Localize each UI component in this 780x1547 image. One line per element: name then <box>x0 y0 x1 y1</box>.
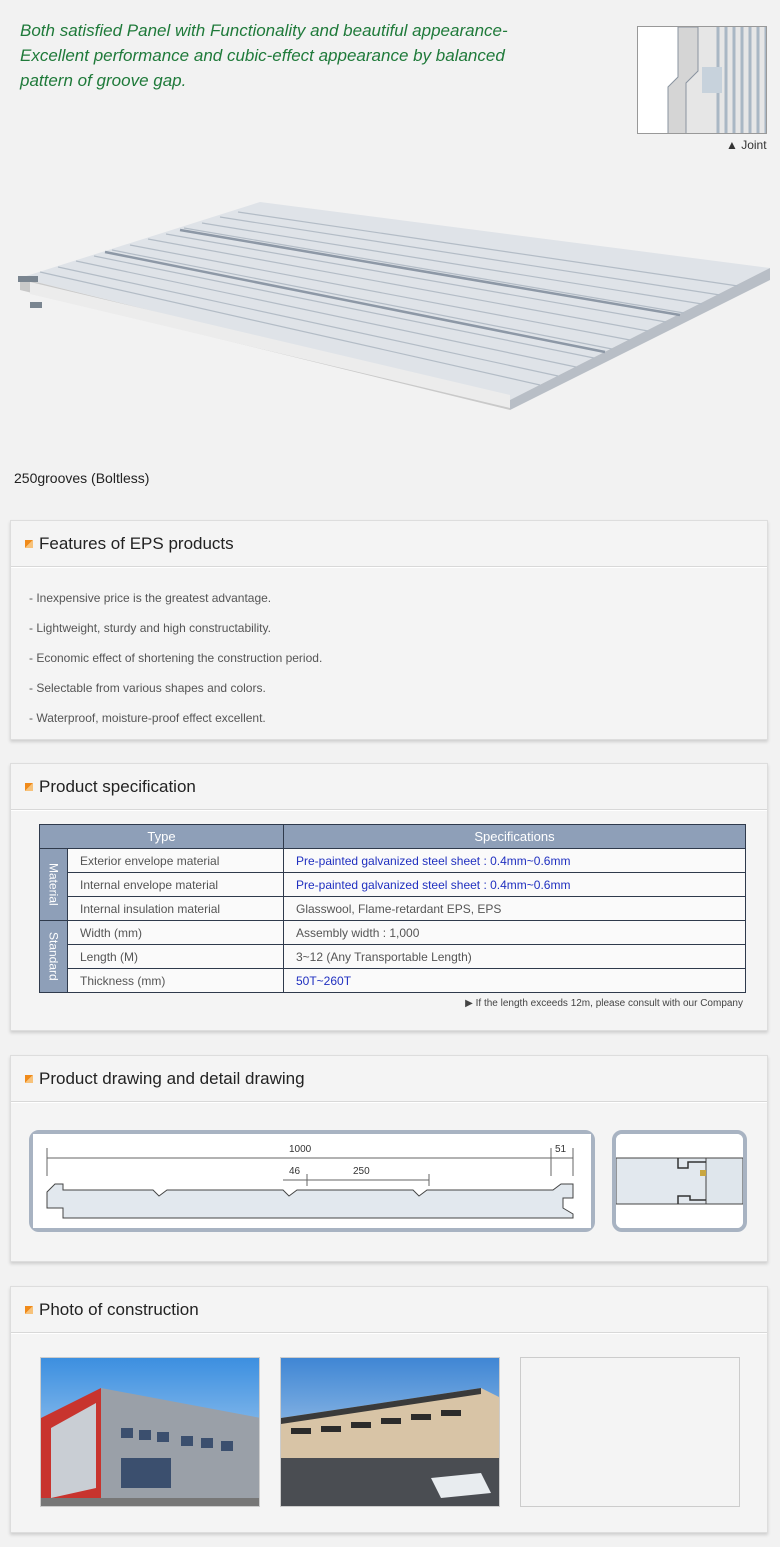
table-row <box>40 873 746 897</box>
features-title: Features of EPS products <box>39 533 234 553</box>
spec-table <box>39 824 746 993</box>
type-cell: Length (M) <box>68 945 284 969</box>
intro-line-1: Both satisfied Panel with Functionality and beautiful appearance- <box>20 21 508 40</box>
bullet-square-icon <box>25 1306 33 1314</box>
detail-drawing <box>612 1130 747 1232</box>
spec-title: Product specification <box>39 776 196 796</box>
product-drawing <box>29 1130 595 1232</box>
group-standard: Standard <box>40 921 68 993</box>
table-row <box>40 969 746 993</box>
bullet-square-icon <box>25 783 33 791</box>
spec-header <box>11 764 767 810</box>
dim-pitch: 250 <box>353 1166 370 1177</box>
joint-image <box>637 26 767 134</box>
dim-start: 46 <box>289 1166 301 1177</box>
joint-caption-text: Joint <box>741 138 767 152</box>
photos-title: Photo of construction <box>39 1299 199 1319</box>
type-cell: Internal insulation material <box>68 897 284 921</box>
features-list <box>11 567 767 739</box>
drawing-title: Product drawing and detail drawing <box>39 1068 305 1088</box>
table-row <box>40 921 746 945</box>
joint-caption: ▲ Joint <box>726 138 767 152</box>
panel-hero-image <box>10 190 770 420</box>
construction-photo-1 <box>40 1357 260 1507</box>
type-cell: Exterior envelope material <box>68 849 284 873</box>
type-cell: Width (mm) <box>68 921 284 945</box>
dim-total: 1000 <box>289 1144 312 1155</box>
column-header-specifications: Specifications <box>284 825 746 849</box>
spec-cell: Assembly width : 1,000 <box>284 921 746 945</box>
intro-line-2: Excellent performance and cubic-effect appearance by balanced <box>20 46 505 65</box>
list-item: - Waterproof, moisture-proof effect excellent. <box>29 711 266 725</box>
drawing-header <box>11 1056 767 1102</box>
spec-section <box>10 763 768 1031</box>
table-row <box>40 849 746 873</box>
spec-cell: 3~12 (Any Transportable Length) <box>284 945 746 969</box>
intro-line-3: pattern of groove gap. <box>20 71 187 90</box>
hero-caption: 250grooves (Boltless) <box>14 470 150 486</box>
type-cell: Thickness (mm) <box>68 969 284 993</box>
list-item: - Economic effect of shortening the construction period. <box>29 651 323 665</box>
spec-cell: Pre-painted galvanized steel sheet : 0.4mm~0.6mm <box>284 873 746 897</box>
drawing-section <box>10 1055 768 1262</box>
features-section <box>10 520 768 740</box>
intro-text <box>20 18 580 93</box>
table-row <box>40 945 746 969</box>
column-header-type: Type <box>40 825 284 849</box>
construction-photo-2 <box>280 1357 500 1507</box>
spec-cell: Glasswool, Flame-retardant EPS, EPS <box>284 897 746 921</box>
spec-cell: 50T~260T <box>284 969 746 993</box>
table-header-row <box>40 825 746 849</box>
list-item: - Inexpensive price is the greatest advantage. <box>29 591 272 605</box>
construction-photo-3 <box>520 1357 740 1507</box>
table-row <box>40 897 746 921</box>
list-item: - Selectable from various shapes and colors. <box>29 681 266 695</box>
type-cell: Internal envelope material <box>68 873 284 897</box>
spec-note: ▶ If the length exceeds 12m, please consult with our Company <box>465 998 743 1009</box>
dim-end: 51 <box>555 1144 567 1155</box>
spec-cell: Pre-painted galvanized steel sheet : 0.4mm~0.6mm <box>284 849 746 873</box>
bullet-square-icon <box>25 540 33 548</box>
photos-section <box>10 1286 768 1533</box>
features-header <box>11 521 767 567</box>
bullet-square-icon <box>25 1075 33 1083</box>
list-item: - Lightweight, sturdy and high constructability. <box>29 621 271 635</box>
photos-header <box>11 1287 767 1333</box>
group-material: Material <box>40 849 68 921</box>
